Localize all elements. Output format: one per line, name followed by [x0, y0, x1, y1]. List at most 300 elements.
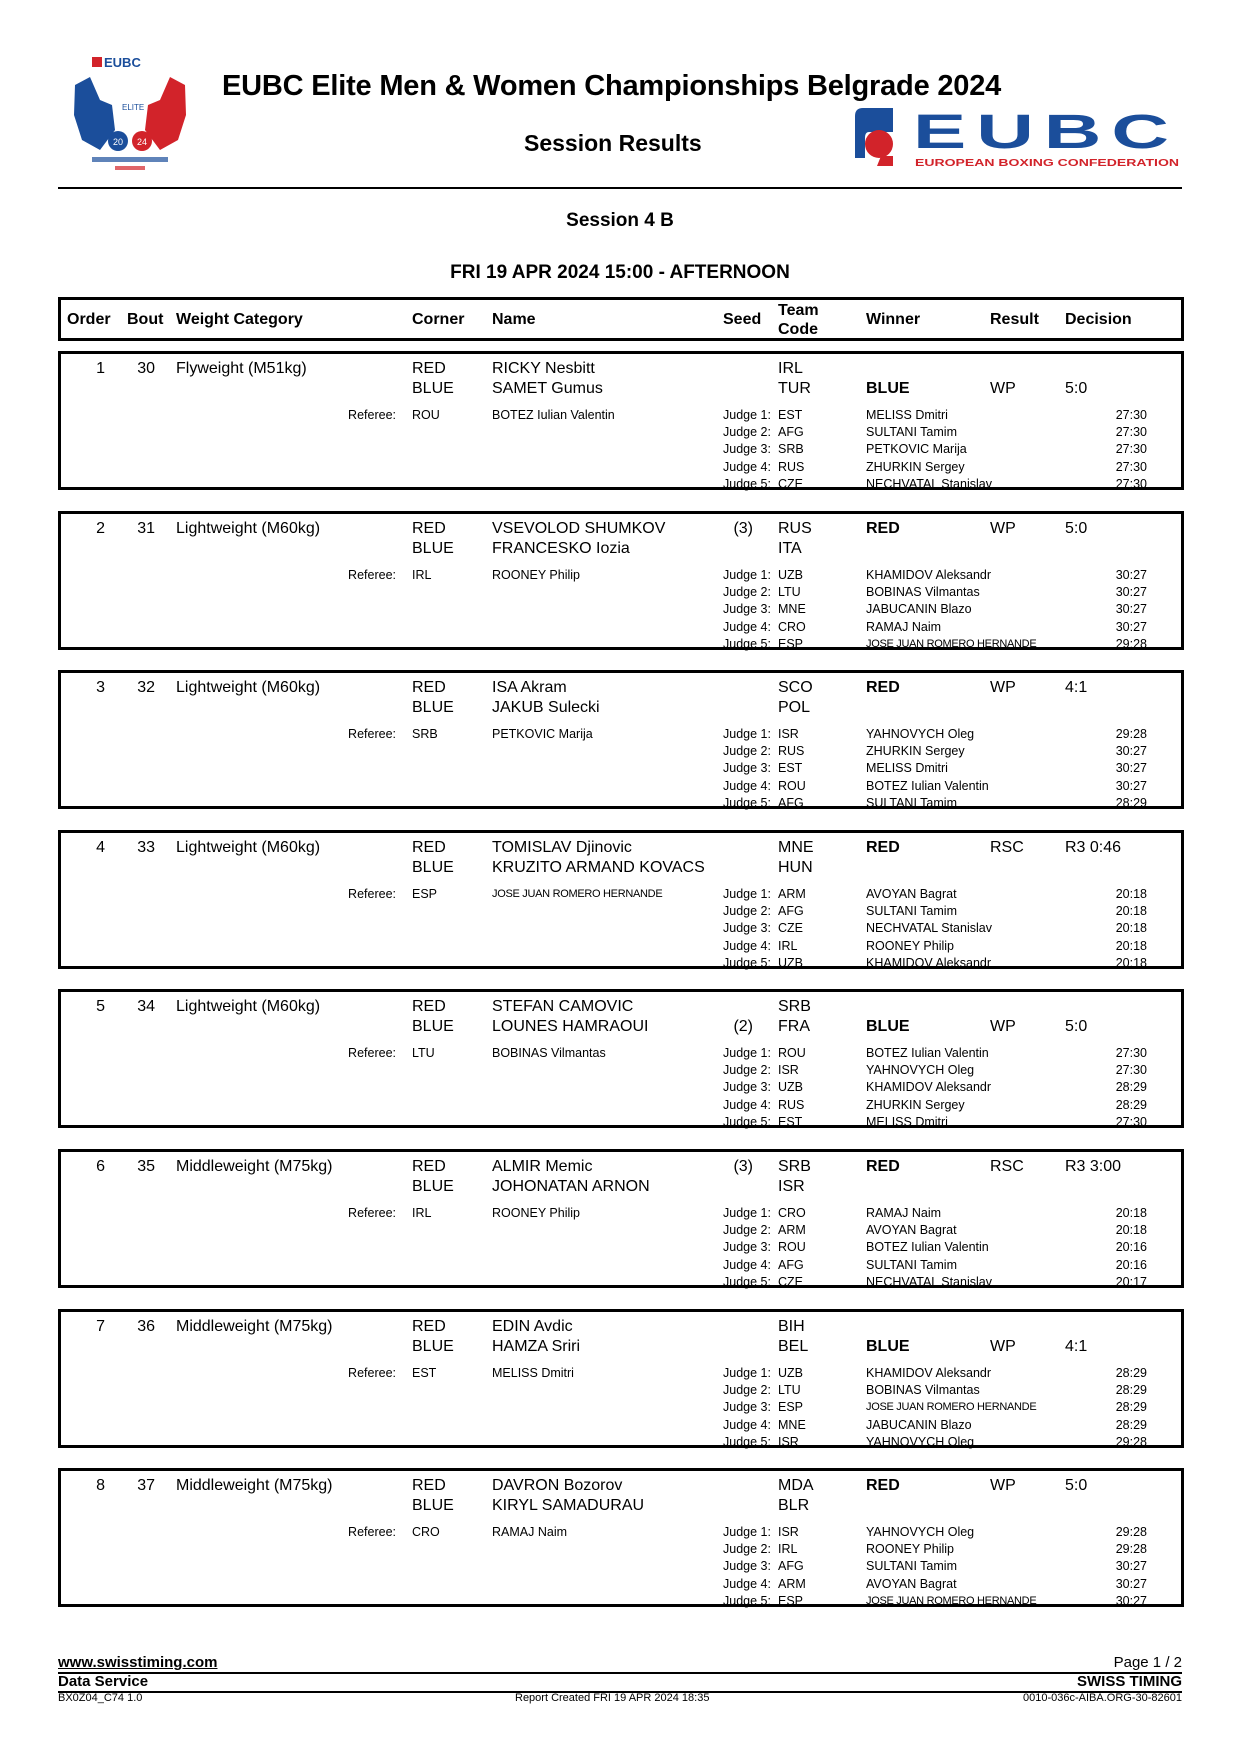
bout-row: [58, 670, 1184, 809]
eubc-logo: [855, 108, 1185, 170]
judge-score: 30:27: [1115, 744, 1147, 759]
judge-noc: ISR: [778, 1434, 799, 1449]
judge-noc: LTU: [778, 1383, 801, 1398]
blue-team-code: TUR: [778, 380, 811, 397]
judge-name: ZHURKIN Sergey: [866, 459, 965, 474]
judge-score: 30:27: [1115, 1559, 1147, 1574]
judge-noc: ROU: [778, 778, 806, 793]
judge-name: NECHVATAL Stanislav: [866, 476, 992, 491]
bout-number: 30: [137, 360, 155, 377]
judge-name: AVOYAN Bagrat: [866, 1223, 957, 1238]
referee-label: Referee:: [348, 727, 396, 741]
judge-score: 27:30: [1115, 408, 1147, 422]
referee-label: Referee:: [348, 1366, 396, 1380]
judge-label: Judge 1:: [723, 408, 771, 422]
blue-team-code: POL: [778, 699, 811, 716]
judge-noc: CRO: [778, 1206, 806, 1220]
judge-label: Judge 5:: [723, 795, 771, 810]
red-seed: (3): [733, 1158, 753, 1175]
judge-noc: ARM: [778, 1223, 806, 1238]
judge-name: KHAMIDOV Aleksandr: [866, 568, 992, 582]
bout-row: [58, 351, 1184, 490]
referee-noc: IRL: [412, 568, 432, 582]
referee-noc: ROU: [412, 408, 440, 422]
judge-name: RAMAJ Naim: [866, 619, 942, 634]
blue-team-code: ISR: [778, 1178, 805, 1195]
judge-name: MELISS Dmitri: [866, 761, 948, 776]
decision: 5:0: [1065, 1477, 1088, 1494]
red-team-code: SRB: [778, 998, 811, 1015]
result: WP: [990, 1477, 1016, 1494]
footer-data-service: Data Service: [58, 1673, 149, 1690]
decision: R3 3:00: [1065, 1158, 1122, 1175]
judge-noc: ESP: [778, 1400, 804, 1415]
session-datetime: FRI 19 APR 2024 15:00 - AFTERNOON: [450, 262, 790, 283]
judge-score: 30:27: [1115, 602, 1147, 617]
judge-noc: MNE: [778, 1417, 806, 1432]
event-title: EUBC Elite Men & Women Championships Belgrade 2024: [222, 70, 1002, 102]
judge-name: SULTANI Tamim: [866, 1257, 957, 1272]
judge-label: Judge 5:: [723, 1593, 771, 1608]
judge-name: MELISS Dmitri: [866, 1114, 948, 1129]
judge-label: Judge 4:: [723, 778, 771, 793]
judge-noc: RUS: [778, 1097, 805, 1112]
order-number: 2: [96, 520, 105, 537]
blue-corner-label: BLUE: [412, 859, 454, 876]
blue-seed: (2): [733, 1018, 753, 1035]
judge-noc: AFG: [778, 425, 804, 440]
judge-score: 27:30: [1115, 476, 1147, 491]
judge-score: 28:29: [1115, 1366, 1147, 1380]
weight-category: Lightweight (M60kg): [176, 679, 321, 696]
judge-name: YAHNOVYCH Oleg: [866, 1063, 975, 1078]
judge-label: Judge 1:: [723, 1206, 771, 1220]
judge-score: 29:28: [1115, 1525, 1147, 1539]
judge-name: SULTANI Tamim: [866, 795, 957, 810]
judge-score: 20:18: [1115, 1223, 1147, 1238]
judge-score: 27:30: [1115, 1114, 1147, 1129]
championship-logo: [70, 55, 190, 175]
bout-number: 36: [137, 1318, 155, 1335]
col-seed: Seed: [723, 311, 762, 328]
judge-score: 28:29: [1115, 1417, 1147, 1432]
blue-team-code: FRA: [778, 1018, 810, 1035]
col-weight-category: Weight Category: [176, 311, 303, 328]
judge-score: 20:17: [1115, 1274, 1147, 1289]
red-team-code: BIH: [778, 1318, 805, 1335]
judge-score: 28:29: [1115, 1097, 1147, 1112]
winner-corner: BLUE: [866, 1338, 910, 1355]
judge-label: Judge 3:: [723, 442, 771, 457]
page-number: Page 1 / 2: [1113, 1654, 1182, 1671]
logo-mid-text: ELITE: [122, 103, 145, 112]
referee-name: BOBINAS Vilmantas: [492, 1046, 606, 1060]
red-boxer-name: EDIN Avdic: [492, 1318, 573, 1335]
judge-label: Judge 3:: [723, 1080, 771, 1095]
referee-name: PETKOVIC Marija: [492, 727, 593, 741]
weight-category: Middleweight (M75kg): [176, 1477, 333, 1494]
blue-boxer-name: HAMZA Sriri: [492, 1338, 580, 1355]
result: WP: [990, 520, 1016, 537]
judge-label: Judge 1:: [723, 1046, 771, 1060]
judge-label: Judge 3:: [723, 602, 771, 617]
blue-team-code: ITA: [778, 540, 802, 557]
judge-label: Judge 4:: [723, 1257, 771, 1272]
session-title: Session 4 B: [566, 210, 674, 231]
order-number: 8: [96, 1477, 105, 1494]
judge-label: Judge 3:: [723, 1559, 771, 1574]
judge-name: ZHURKIN Sergey: [866, 744, 965, 759]
judge-score: 27:30: [1115, 459, 1147, 474]
order-number: 5: [96, 998, 105, 1015]
blue-boxer-name: SAMET Gumus: [492, 380, 603, 397]
judge-noc: EST: [778, 761, 803, 776]
report-code: BX0Z04_C74 1.0: [58, 1692, 143, 1704]
footer-url[interactable]: www.swisstiming.com: [58, 1654, 218, 1671]
judge-score: 30:27: [1115, 1576, 1147, 1591]
judge-name: KHAMIDOV Aleksandr: [866, 1366, 992, 1380]
weight-category: Flyweight (M51kg): [176, 360, 307, 377]
blue-team-code: HUN: [778, 859, 813, 876]
judge-name: MELISS Dmitri: [866, 408, 948, 422]
blue-boxer-name: JAKUB Sulecki: [492, 699, 600, 716]
judge-score: 30:27: [1115, 1593, 1147, 1608]
judge-score: 20:18: [1115, 904, 1147, 919]
judge-label: Judge 5:: [723, 636, 771, 651]
judge-score: 30:27: [1115, 761, 1147, 776]
judge-name: ROONEY Philip: [866, 938, 954, 953]
referee-label: Referee:: [348, 1525, 396, 1539]
judge-noc: EST: [778, 408, 803, 422]
blue-corner-label: BLUE: [412, 380, 454, 397]
judge-label: Judge 3:: [723, 761, 771, 776]
col-bout: Bout: [127, 311, 164, 328]
weight-category: Lightweight (M60kg): [176, 998, 321, 1015]
referee-name: MELISS Dmitri: [492, 1366, 574, 1380]
judge-name: RAMAJ Naim: [866, 1206, 942, 1220]
red-boxer-name: ALMIR Memic: [492, 1158, 593, 1175]
referee-name: RAMAJ Naim: [492, 1525, 568, 1539]
winner-corner: RED: [866, 839, 900, 856]
judge-name: JOSE JUAN ROMERO HERNANDE: [866, 1401, 1037, 1414]
decision: 4:1: [1065, 1338, 1088, 1355]
judge-name: ZHURKIN Sergey: [866, 1097, 965, 1112]
footer-divider-1: [58, 1672, 1182, 1674]
judge-noc: ESP: [778, 1593, 804, 1608]
judge-name: KHAMIDOV Aleksandr: [866, 1080, 992, 1095]
judge-name: YAHNOVYCH Oleg: [866, 1525, 975, 1539]
judge-label: Judge 3:: [723, 1240, 771, 1255]
result: WP: [990, 1018, 1016, 1035]
red-team-code: SRB: [778, 1158, 811, 1175]
judge-label: Judge 1:: [723, 568, 771, 582]
referee-name: ROONEY Philip: [492, 568, 580, 582]
judge-score: 29:28: [1115, 727, 1147, 741]
judge-noc: LTU: [778, 585, 801, 600]
judge-label: Judge 4:: [723, 619, 771, 634]
red-boxer-name: VSEVOLOD SHUMKOV: [492, 520, 666, 537]
judge-label: Judge 1:: [723, 727, 771, 741]
bout-number: 32: [137, 679, 155, 696]
judge-noc: ISR: [778, 1063, 799, 1078]
judge-label: Judge 4:: [723, 938, 771, 953]
judge-label: Judge 3:: [723, 921, 771, 936]
judge-name: YAHNOVYCH Oleg: [866, 727, 975, 741]
decision: 4:1: [1065, 679, 1088, 696]
col-corner: Corner: [412, 311, 465, 328]
judge-score: 20:18: [1115, 955, 1147, 970]
decision: 5:0: [1065, 380, 1088, 397]
col-team-code: Team Code: [778, 302, 819, 338]
referee-noc: EST: [412, 1366, 437, 1380]
blue-boxer-name: KRUZITO ARMAND KOVACS: [492, 859, 705, 876]
judge-name: JABUCANIN Blazo: [866, 1417, 972, 1432]
red-corner-label: RED: [412, 1158, 446, 1175]
winner-corner: RED: [866, 679, 900, 696]
judge-noc: AFG: [778, 795, 804, 810]
judge-noc: SRB: [778, 442, 804, 457]
referee-label: Referee:: [348, 1046, 396, 1060]
judge-noc: ROU: [778, 1240, 806, 1255]
judge-label: Judge 2:: [723, 425, 771, 440]
table-header: [58, 297, 1184, 341]
judge-score: 20:18: [1115, 1206, 1147, 1220]
judge-score: 27:30: [1115, 425, 1147, 440]
footer-brand: SWISS TIMING: [1077, 1673, 1182, 1690]
judge-name: KHAMIDOV Aleksandr: [866, 955, 992, 970]
judge-name: SULTANI Tamim: [866, 1559, 957, 1574]
judge-noc: ROU: [778, 1046, 806, 1060]
decision: 5:0: [1065, 520, 1088, 537]
red-team-code: MDA: [778, 1477, 814, 1494]
referee-name: JOSE JUAN ROMERO HERNANDE: [492, 888, 663, 900]
judge-noc: CZE: [778, 921, 803, 936]
red-team-code: IRL: [778, 360, 803, 377]
referee-name: BOTEZ Iulian Valentin: [492, 408, 615, 422]
red-team-code: SCO: [778, 679, 813, 696]
judge-label: Judge 4:: [723, 1417, 771, 1432]
blue-corner-label: BLUE: [412, 540, 454, 557]
judge-score: 28:29: [1115, 1383, 1147, 1398]
judge-name: NECHVATAL Stanislav: [866, 1274, 992, 1289]
judge-score: 20:16: [1115, 1257, 1147, 1272]
red-corner-label: RED: [412, 1477, 446, 1494]
judge-noc: RUS: [778, 459, 805, 474]
judge-score: 20:16: [1115, 1240, 1147, 1255]
judge-noc: CZE: [778, 1274, 803, 1289]
red-corner-label: RED: [412, 998, 446, 1015]
judge-score: 30:27: [1115, 619, 1147, 634]
judge-name: YAHNOVYCH Oleg: [866, 1434, 975, 1449]
winner-corner: RED: [866, 1477, 900, 1494]
judge-noc: MNE: [778, 602, 806, 617]
bout-row: [58, 1149, 1184, 1288]
judge-noc: AFG: [778, 1559, 804, 1574]
decision: R3 0:46: [1065, 839, 1122, 856]
judge-label: Judge 4:: [723, 1576, 771, 1591]
judge-label: Judge 1:: [723, 1366, 771, 1380]
judge-label: Judge 3:: [723, 1400, 771, 1415]
judge-score: 29:28: [1115, 1434, 1147, 1449]
col-decision: Decision: [1065, 311, 1132, 328]
winner-corner: BLUE: [866, 380, 910, 397]
judge-name: SULTANI Tamim: [866, 904, 957, 919]
judge-score: 27:30: [1115, 442, 1147, 457]
referee-noc: LTU: [412, 1046, 435, 1060]
red-corner-label: RED: [412, 839, 446, 856]
judge-label: Judge 2:: [723, 1063, 771, 1078]
judge-score: 29:28: [1115, 1542, 1147, 1557]
red-boxer-name: TOMISLAV Djinovic: [492, 839, 632, 856]
judge-label: Judge 2:: [723, 1542, 771, 1557]
judge-noc: ESP: [778, 636, 804, 651]
judge-noc: IRL: [778, 1542, 798, 1557]
judge-label: Judge 1:: [723, 887, 771, 901]
blue-boxer-name: FRANCESKO Iozia: [492, 540, 630, 557]
judge-score: 30:27: [1115, 778, 1147, 793]
judge-noc: ISR: [778, 1525, 799, 1539]
blue-boxer-name: LOUNES HAMRAOUI: [492, 1018, 649, 1035]
bout-row: [58, 1468, 1184, 1607]
judge-name: BOTEZ Iulian Valentin: [866, 1046, 989, 1060]
bout-row: [58, 989, 1184, 1128]
judge-name: NECHVATAL Stanislav: [866, 921, 992, 936]
red-boxer-name: STEFAN CAMOVIC: [492, 998, 634, 1015]
judge-name: JABUCANIN Blazo: [866, 602, 972, 617]
referee-label: Referee:: [348, 568, 396, 582]
bout-row: [58, 830, 1184, 969]
result: RSC: [990, 1158, 1024, 1175]
red-boxer-name: ISA Akram: [492, 679, 567, 696]
red-corner-label: RED: [412, 679, 446, 696]
judge-noc: CZE: [778, 476, 803, 491]
decision: 5:0: [1065, 1018, 1088, 1035]
judge-name: AVOYAN Bagrat: [866, 1576, 957, 1591]
order-number: 1: [96, 360, 105, 377]
report-created: Report Created FRI 19 APR 2024 18:35: [515, 1692, 710, 1704]
bout-row: [58, 1309, 1184, 1448]
result: WP: [990, 679, 1016, 696]
weight-category: Middleweight (M75kg): [176, 1318, 333, 1335]
judge-label: Judge 5:: [723, 476, 771, 491]
blue-boxer-name: KIRYL SAMADURAU: [492, 1497, 645, 1514]
winner-corner: RED: [866, 1158, 900, 1175]
judge-label: Judge 5:: [723, 955, 771, 970]
logo-wordmark: EUBC: [913, 108, 1179, 159]
weight-category: Lightweight (M60kg): [176, 520, 321, 537]
referee-noc: SRB: [412, 727, 438, 741]
judge-score: 28:29: [1115, 795, 1147, 810]
judge-noc: RUS: [778, 744, 805, 759]
bout-row: [58, 511, 1184, 650]
referee-label: Referee:: [348, 887, 396, 901]
judge-noc: UZB: [778, 568, 803, 582]
logo-top-text: EUBC: [104, 55, 141, 70]
judge-score: 27:30: [1115, 1063, 1147, 1078]
judge-name: BOTEZ Iulian Valentin: [866, 1240, 989, 1255]
header-divider: [58, 187, 1182, 189]
referee-name: ROONEY Philip: [492, 1206, 580, 1220]
bout-number: 37: [137, 1477, 155, 1494]
bout-number: 35: [137, 1158, 155, 1175]
judge-noc: ARM: [778, 887, 806, 901]
order-number: 3: [96, 679, 105, 696]
judge-label: Judge 2:: [723, 1223, 771, 1238]
judge-score: 30:27: [1115, 585, 1147, 600]
red-corner-label: RED: [412, 1318, 446, 1335]
judge-score: 28:29: [1115, 1400, 1147, 1415]
judge-label: Judge 2:: [723, 744, 771, 759]
blue-team-code: BEL: [778, 1338, 809, 1355]
judge-name: AVOYAN Bagrat: [866, 887, 957, 901]
judge-label: Judge 4:: [723, 1097, 771, 1112]
red-boxer-name: RICKY Nesbitt: [492, 360, 595, 377]
blue-corner-label: BLUE: [412, 1497, 454, 1514]
judge-noc: AFG: [778, 904, 804, 919]
col-winner: Winner: [866, 311, 921, 328]
judge-noc: ISR: [778, 727, 799, 741]
judge-label: Judge 1:: [723, 1525, 771, 1539]
referee-label: Referee:: [348, 1206, 396, 1220]
logo-tagline: EUROPEAN BOXING CONFEDERATION: [915, 157, 1179, 169]
judge-noc: EST: [778, 1114, 803, 1129]
col-order: Order: [67, 311, 111, 328]
winner-corner: RED: [866, 520, 900, 537]
order-number: 6: [96, 1158, 105, 1175]
judge-label: Judge 5:: [723, 1274, 771, 1289]
judge-label: Judge 5:: [723, 1434, 771, 1449]
blue-corner-label: BLUE: [412, 1178, 454, 1195]
judge-name: SULTANI Tamim: [866, 425, 957, 440]
judge-score: 20:18: [1115, 938, 1147, 953]
winner-corner: BLUE: [866, 1018, 910, 1035]
weight-category: Middleweight (M75kg): [176, 1158, 333, 1175]
svg-text:24: 24: [137, 137, 148, 147]
referee-noc: IRL: [412, 1206, 432, 1220]
weight-category: Lightweight (M60kg): [176, 839, 321, 856]
red-team-code: MNE: [778, 839, 814, 856]
col-result: Result: [990, 311, 1039, 328]
red-team-code: RUS: [778, 520, 812, 537]
blue-corner-label: BLUE: [412, 699, 454, 716]
blue-corner-label: BLUE: [412, 1018, 454, 1035]
judge-name: ROONEY Philip: [866, 1542, 954, 1557]
red-corner-label: RED: [412, 360, 446, 377]
judge-label: Judge 2:: [723, 904, 771, 919]
blue-boxer-name: JOHONATAN ARNON: [492, 1178, 650, 1195]
order-number: 4: [96, 839, 105, 856]
judge-label: Judge 5:: [723, 1114, 771, 1129]
judge-name: BOTEZ Iulian Valentin: [866, 778, 989, 793]
referee-noc: CRO: [412, 1525, 440, 1539]
judge-name: BOBINAS Vilmantas: [866, 1383, 980, 1398]
col-name: Name: [492, 311, 536, 328]
bout-number: 33: [137, 839, 155, 856]
red-seed: (3): [733, 520, 753, 537]
result: WP: [990, 1338, 1016, 1355]
judge-noc: UZB: [778, 1080, 803, 1095]
blue-corner-label: BLUE: [412, 1338, 454, 1355]
red-corner-label: RED: [412, 520, 446, 537]
judge-score: 30:27: [1115, 568, 1147, 582]
bout-number: 34: [137, 998, 155, 1015]
judge-noc: IRL: [778, 938, 798, 953]
result: RSC: [990, 839, 1024, 856]
judge-label: Judge 4:: [723, 459, 771, 474]
judge-name: BOBINAS Vilmantas: [866, 585, 980, 600]
svg-text:20: 20: [113, 137, 124, 147]
report-reference: 0010-036c-AIBA.ORG-30-82601: [1023, 1692, 1182, 1704]
